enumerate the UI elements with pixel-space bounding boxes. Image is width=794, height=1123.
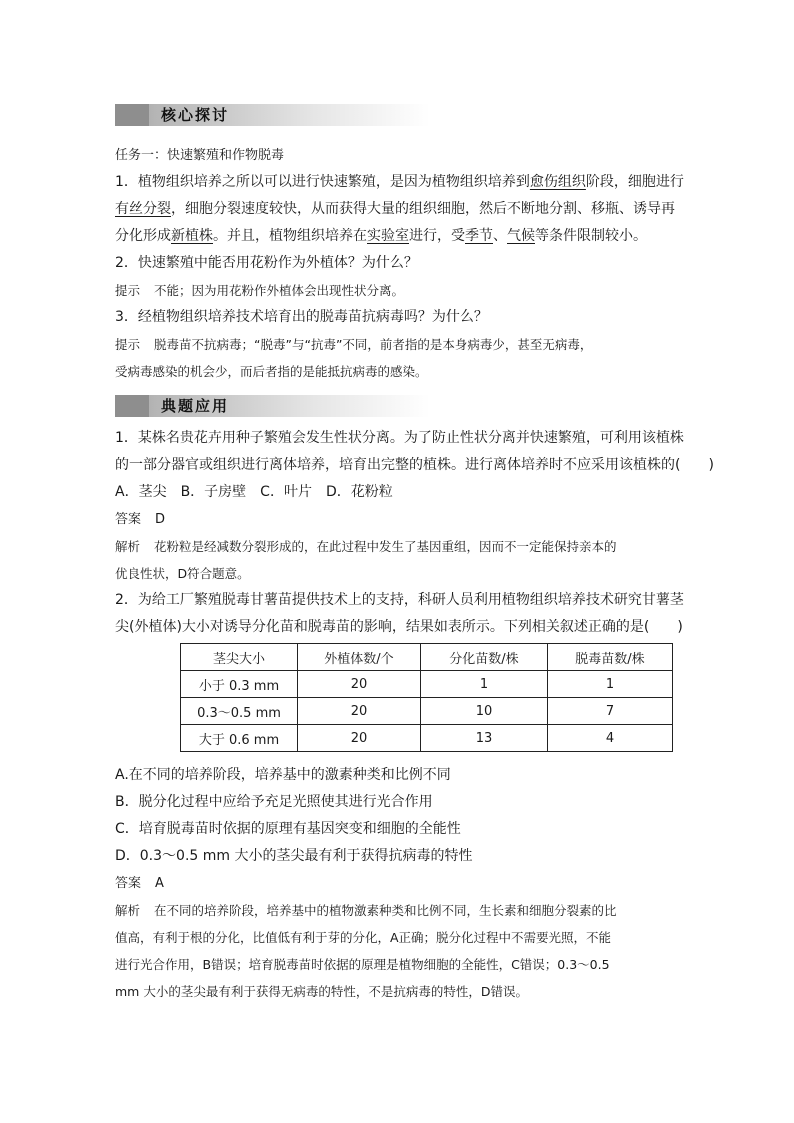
section-header-bar: [115, 395, 149, 417]
problem-1-analysis-line-1: 解析 花粉粒是经减数分裂形成的，在此过程中发生了基因重组，因而不一定能保持亲本的: [115, 539, 617, 554]
question-3-hint-line-1: 提示 脱毒苗不抗病毒；“脱毒”与“抗毒”不同，前者指的是本身病毒少，甚至无病毒，: [115, 337, 593, 352]
table-cell: 4: [548, 725, 673, 752]
problem-2-option-d: D．0.3～0.5 mm 大小的茎尖最有利于获得抗病毒的特性: [115, 848, 473, 864]
table-cell: 0.3～0.5 mm: [181, 698, 298, 725]
table-cell: 1: [421, 671, 548, 698]
problem-2-line-2: 尖(外植体)大小对诱导分化苗和脱毒苗的影响，结果如表所示。下列相关叙述正确的是( ): [115, 619, 683, 635]
table-cell: 小于 0.3 mm: [181, 671, 298, 698]
table-cell: 7: [548, 698, 673, 725]
table-cell: 20: [298, 698, 421, 725]
problem-2-analysis-line-2: 值高，有利于根的分化，比值低有利于芽的分化，A正确；脱分化过程中不需要光照，不能: [115, 930, 612, 945]
question-3: 3．经植物组织培养技术培育出的脱毒苗抗病毒吗？为什么？: [115, 309, 488, 325]
problem-2-option-b: B．脱分化过程中应给予充足光照使其进行光合作用: [115, 794, 433, 810]
blank-answer: 实验室: [367, 228, 409, 244]
question-3-hint-line-2: 受病毒感染的机会少，而后者指的是能抵抗病毒的感染。: [115, 364, 428, 379]
section-header-bar: [115, 104, 149, 126]
table-row: [181, 671, 673, 698]
question-2-hint: 提示 不能；因为用花粉作外植体会出现性状分离。: [115, 283, 405, 298]
document-page: [115, 104, 714, 1005]
problem-1-answer: 答案 D: [115, 512, 166, 527]
table-row: [181, 698, 673, 725]
table-cell: 10: [421, 698, 548, 725]
problem-2-analysis-line-4: mm 大小的茎尖最有利于获得无病毒的特性，不是抗病毒的特性，D错误。: [115, 984, 528, 999]
section-header-core-discussion: [115, 104, 430, 126]
table-row: [181, 725, 673, 752]
problem-2-analysis-line-3: 进行光合作用，B错误；培育脱毒苗时依据的原理是植物细胞的全能性，C错误；0.3～0.5: [115, 957, 610, 972]
section-title: 典题应用: [161, 397, 230, 415]
table-cell: 大于 0.6 mm: [181, 725, 298, 752]
problem-2-answer: 答案 A: [115, 876, 164, 891]
section-header-typical-problems: [115, 395, 430, 417]
question-2: 2．快速繁殖中能否用花粉作为外植体？为什么？: [115, 255, 418, 271]
section-title: 核心探讨: [161, 106, 230, 124]
blank-answer: 愈伤组织: [529, 174, 586, 190]
problem-1-line-2: 的一部分器官或组织进行离体培养，培育出完整的植株。进行离体培养时不应采用该植株的( ): [115, 457, 714, 473]
blank-answer: 有丝分裂: [115, 201, 171, 217]
table-header-row: [181, 644, 673, 671]
table-header-cell: 外植体数/个: [298, 644, 421, 671]
problem-2-line-1: 2．为给工厂繁殖脱毒甘薯苗提供技术上的支持，科研人员利用植物组织培养技术研究甘薯茎: [115, 592, 684, 608]
problem-2-analysis-line-1: 解析 在不同的培养阶段，培养基中的植物激素种类和比例不同，生长素和细胞分裂素的比: [115, 903, 617, 918]
problem-2-option-a: A.在不同的培养阶段，培养基中的激素种类和比例不同: [115, 767, 451, 783]
blank-answer: 气候: [507, 228, 535, 244]
blank-answer: 季节: [465, 228, 493, 244]
data-table: [180, 643, 673, 752]
table-header-cell: 分化苗数/株: [421, 644, 548, 671]
table-cell: 13: [421, 725, 548, 752]
problem-2-option-c: C．培育脱毒苗时依据的原理有基因突变和细胞的全能性: [115, 821, 461, 837]
task-title: 任务一：快速繁殖和作物脱毒: [115, 148, 285, 163]
table-cell: 20: [298, 671, 421, 698]
problem-1-analysis-line-2: 优良性状，D符合题意。: [115, 566, 250, 581]
question-1-line-3: 分化形成新植株。并且，植物组织培养在实验室进行，受季节、气候等条件限制较小。: [115, 228, 647, 244]
blank-answer: 新植株: [171, 228, 213, 244]
problem-1-options: A．茎尖 B．子房壁 C．叶片 D．花粉粒: [115, 484, 393, 500]
table-header-cell: 茎尖大小: [181, 644, 298, 671]
table-cell: 20: [298, 725, 421, 752]
problem-1-line-1: 1．某株名贵花卉用种子繁殖会发生性状分离。为了防止性状分离并快速繁殖，可利用该植株: [115, 430, 684, 446]
table-header-cell: 脱毒苗数/株: [548, 644, 673, 671]
question-1-line-1: 1．植物组织培养之所以可以进行快速繁殖，是因为植物组织培养到愈伤组织阶段，细胞进行: [115, 174, 684, 190]
question-1-line-2: 有丝分裂，细胞分裂速度较快，从而获得大量的组织细胞，然后不断地分割、移瓶、诱导再: [115, 201, 675, 217]
table-cell: 1: [548, 671, 673, 698]
